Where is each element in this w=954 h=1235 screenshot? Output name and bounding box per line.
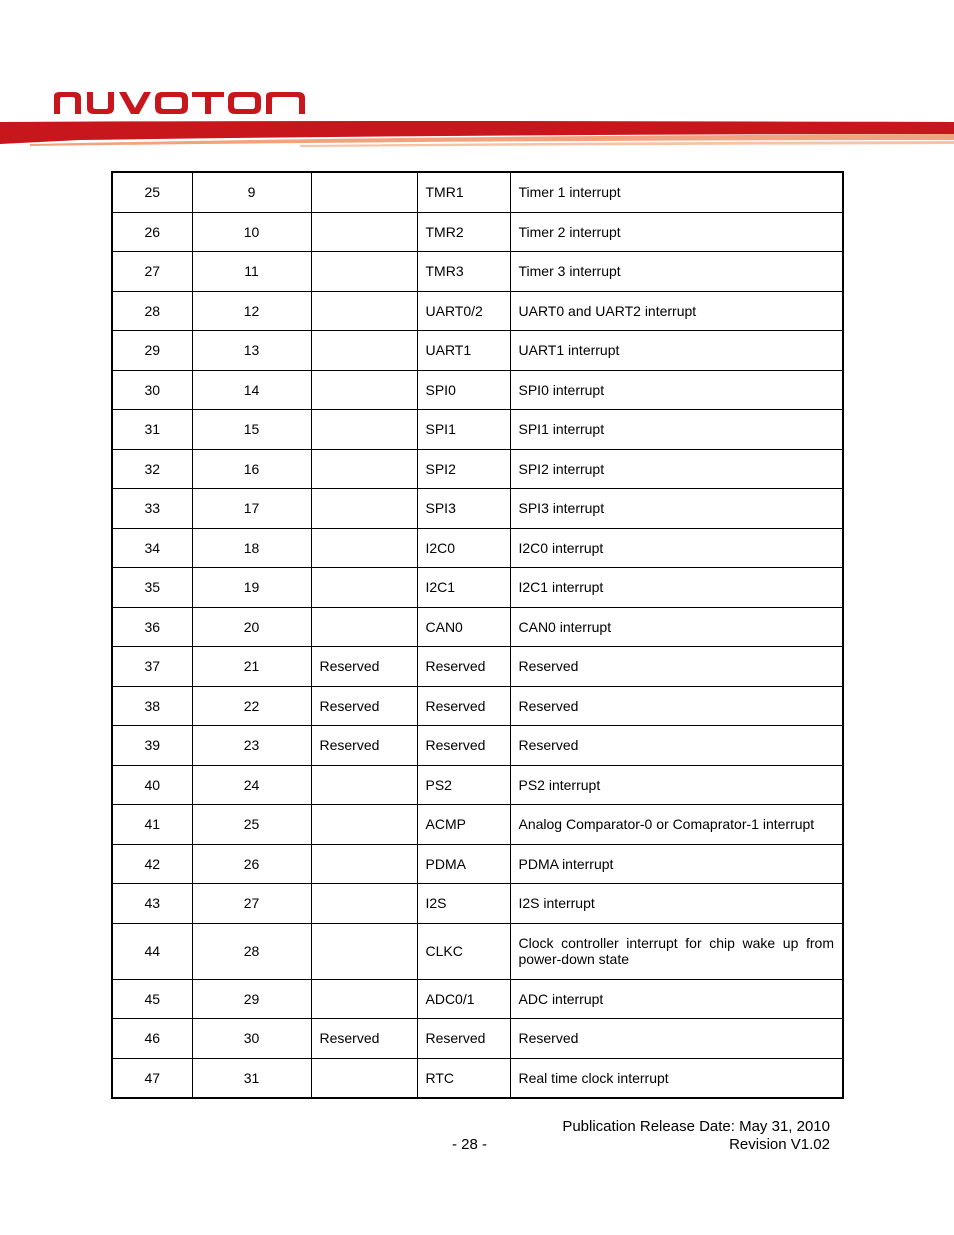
irq-number-cell: 21	[192, 647, 311, 687]
irq-number-cell: 14	[192, 370, 311, 410]
table-row	[112, 805, 843, 845]
symbol-cell	[311, 489, 417, 529]
source-module-cell: SPI2	[417, 449, 510, 489]
exception-number-cell: 43	[112, 884, 192, 924]
table-row	[112, 528, 843, 568]
irq-number-cell: 9	[192, 172, 311, 212]
symbol-cell	[311, 765, 417, 805]
description-cell: Timer 3 interrupt	[510, 252, 843, 292]
source-module-cell: RTC	[417, 1058, 510, 1098]
exception-number-cell: 32	[112, 449, 192, 489]
table-row	[112, 844, 843, 884]
symbol-cell	[311, 410, 417, 450]
irq-number-cell: 24	[192, 765, 311, 805]
table-row	[112, 686, 843, 726]
table-row	[112, 607, 843, 647]
irq-number-cell: 23	[192, 726, 311, 766]
source-module-cell: TMR1	[417, 172, 510, 212]
symbol-cell	[311, 1058, 417, 1098]
exception-number-cell: 45	[112, 979, 192, 1019]
description-cell: Reserved	[510, 1019, 843, 1059]
page-number: - 28 -	[452, 1136, 488, 1153]
table-row	[112, 979, 843, 1019]
description-cell: UART1 interrupt	[510, 331, 843, 371]
table-row	[112, 884, 843, 924]
description-cell: Clock controller interrupt for chip wake up from power-down state	[510, 923, 843, 979]
table-row	[112, 726, 843, 766]
exception-number-cell: 41	[112, 805, 192, 845]
description-cell: I2C0 interrupt	[510, 528, 843, 568]
exception-number-cell: 38	[112, 686, 192, 726]
source-module-cell: Reserved	[417, 726, 510, 766]
irq-number-cell: 18	[192, 528, 311, 568]
exception-number-cell: 33	[112, 489, 192, 529]
irq-number-cell: 30	[192, 1019, 311, 1059]
table-row	[112, 1058, 843, 1098]
table-row	[112, 1019, 843, 1059]
description-cell: Reserved	[510, 647, 843, 687]
symbol-cell	[311, 252, 417, 292]
description-cell: Reserved	[510, 686, 843, 726]
exception-number-cell: 34	[112, 528, 192, 568]
table-row	[112, 331, 843, 371]
symbol-cell	[311, 805, 417, 845]
symbol-cell	[311, 370, 417, 410]
irq-number-cell: 29	[192, 979, 311, 1019]
exception-number-cell: 29	[112, 331, 192, 371]
table-row	[112, 212, 843, 252]
irq-number-cell: 10	[192, 212, 311, 252]
symbol-cell	[311, 979, 417, 1019]
symbol-cell: Reserved	[311, 686, 417, 726]
description-cell: Analog Comparator-0 or Comaprator-1 interrupt	[510, 805, 843, 845]
symbol-cell	[311, 331, 417, 371]
table-row	[112, 765, 843, 805]
source-module-cell: ACMP	[417, 805, 510, 845]
source-module-cell: Reserved	[417, 1019, 510, 1059]
source-module-cell: UART1	[417, 331, 510, 371]
source-module-cell: I2C1	[417, 568, 510, 608]
revision: Revision V1.02	[729, 1136, 830, 1153]
source-module-cell: ADC0/1	[417, 979, 510, 1019]
exception-number-cell: 31	[112, 410, 192, 450]
irq-number-cell: 31	[192, 1058, 311, 1098]
exception-number-cell: 36	[112, 607, 192, 647]
symbol-cell	[311, 923, 417, 979]
table-row	[112, 449, 843, 489]
table-row	[112, 291, 843, 331]
irq-number-cell: 16	[192, 449, 311, 489]
exception-number-cell: 26	[112, 212, 192, 252]
exception-number-cell: 25	[112, 172, 192, 212]
description-cell: CAN0 interrupt	[510, 607, 843, 647]
table-row	[112, 370, 843, 410]
table-row	[112, 568, 843, 608]
irq-number-cell: 22	[192, 686, 311, 726]
symbol-cell: Reserved	[311, 647, 417, 687]
symbol-cell	[311, 449, 417, 489]
description-cell: SPI0 interrupt	[510, 370, 843, 410]
description-cell: SPI1 interrupt	[510, 410, 843, 450]
source-module-cell: CAN0	[417, 607, 510, 647]
irq-number-cell: 17	[192, 489, 311, 529]
table-row	[112, 410, 843, 450]
table-row	[112, 489, 843, 529]
source-module-cell: PDMA	[417, 844, 510, 884]
exception-number-cell: 47	[112, 1058, 192, 1098]
source-module-cell: I2C0	[417, 528, 510, 568]
symbol-cell	[311, 844, 417, 884]
table-row	[112, 923, 843, 979]
source-module-cell: SPI1	[417, 410, 510, 450]
description-cell: Reserved	[510, 726, 843, 766]
exception-number-cell: 46	[112, 1019, 192, 1059]
exception-number-cell: 44	[112, 923, 192, 979]
description-cell: I2C1 interrupt	[510, 568, 843, 608]
interrupt-table-body	[112, 172, 843, 1098]
irq-number-cell: 19	[192, 568, 311, 608]
source-module-cell: CLKC	[417, 923, 510, 979]
source-module-cell: Reserved	[417, 647, 510, 687]
source-module-cell: TMR3	[417, 252, 510, 292]
exception-number-cell: 40	[112, 765, 192, 805]
description-cell: Timer 1 interrupt	[510, 172, 843, 212]
symbol-cell	[311, 172, 417, 212]
table-row	[112, 172, 843, 212]
exception-number-cell: 42	[112, 844, 192, 884]
description-cell: SPI3 interrupt	[510, 489, 843, 529]
source-module-cell: PS2	[417, 765, 510, 805]
irq-number-cell: 11	[192, 252, 311, 292]
symbol-cell	[311, 212, 417, 252]
symbol-cell	[311, 528, 417, 568]
description-cell: Timer 2 interrupt	[510, 212, 843, 252]
source-module-cell: Reserved	[417, 686, 510, 726]
exception-number-cell: 27	[112, 252, 192, 292]
symbol-cell	[311, 884, 417, 924]
irq-number-cell: 25	[192, 805, 311, 845]
irq-number-cell: 20	[192, 607, 311, 647]
source-module-cell: UART0/2	[417, 291, 510, 331]
table-row	[112, 252, 843, 292]
publication-date: Publication Release Date: May 31, 2010	[562, 1118, 830, 1135]
header-band	[0, 118, 954, 148]
exception-number-cell: 35	[112, 568, 192, 608]
irq-number-cell: 28	[192, 923, 311, 979]
symbol-cell	[311, 568, 417, 608]
irq-number-cell: 26	[192, 844, 311, 884]
symbol-cell	[311, 291, 417, 331]
description-cell: UART0 and UART2 interrupt	[510, 291, 843, 331]
symbol-cell	[311, 607, 417, 647]
source-module-cell: TMR2	[417, 212, 510, 252]
description-cell: PDMA interrupt	[510, 844, 843, 884]
description-cell: PS2 interrupt	[510, 765, 843, 805]
table-row	[112, 647, 843, 687]
source-module-cell: SPI3	[417, 489, 510, 529]
irq-number-cell: 13	[192, 331, 311, 371]
exception-number-cell: 30	[112, 370, 192, 410]
interrupt-table	[111, 171, 844, 1099]
source-module-cell: SPI0	[417, 370, 510, 410]
symbol-cell: Reserved	[311, 726, 417, 766]
irq-number-cell: 27	[192, 884, 311, 924]
irq-number-cell: 15	[192, 410, 311, 450]
exception-number-cell: 28	[112, 291, 192, 331]
description-cell: I2S interrupt	[510, 884, 843, 924]
description-cell: ADC interrupt	[510, 979, 843, 1019]
source-module-cell: I2S	[417, 884, 510, 924]
nuvoton-logo	[52, 88, 308, 118]
description-cell: SPI2 interrupt	[510, 449, 843, 489]
exception-number-cell: 39	[112, 726, 192, 766]
irq-number-cell: 12	[192, 291, 311, 331]
exception-number-cell: 37	[112, 647, 192, 687]
symbol-cell: Reserved	[311, 1019, 417, 1059]
description-cell: Real time clock interrupt	[510, 1058, 843, 1098]
